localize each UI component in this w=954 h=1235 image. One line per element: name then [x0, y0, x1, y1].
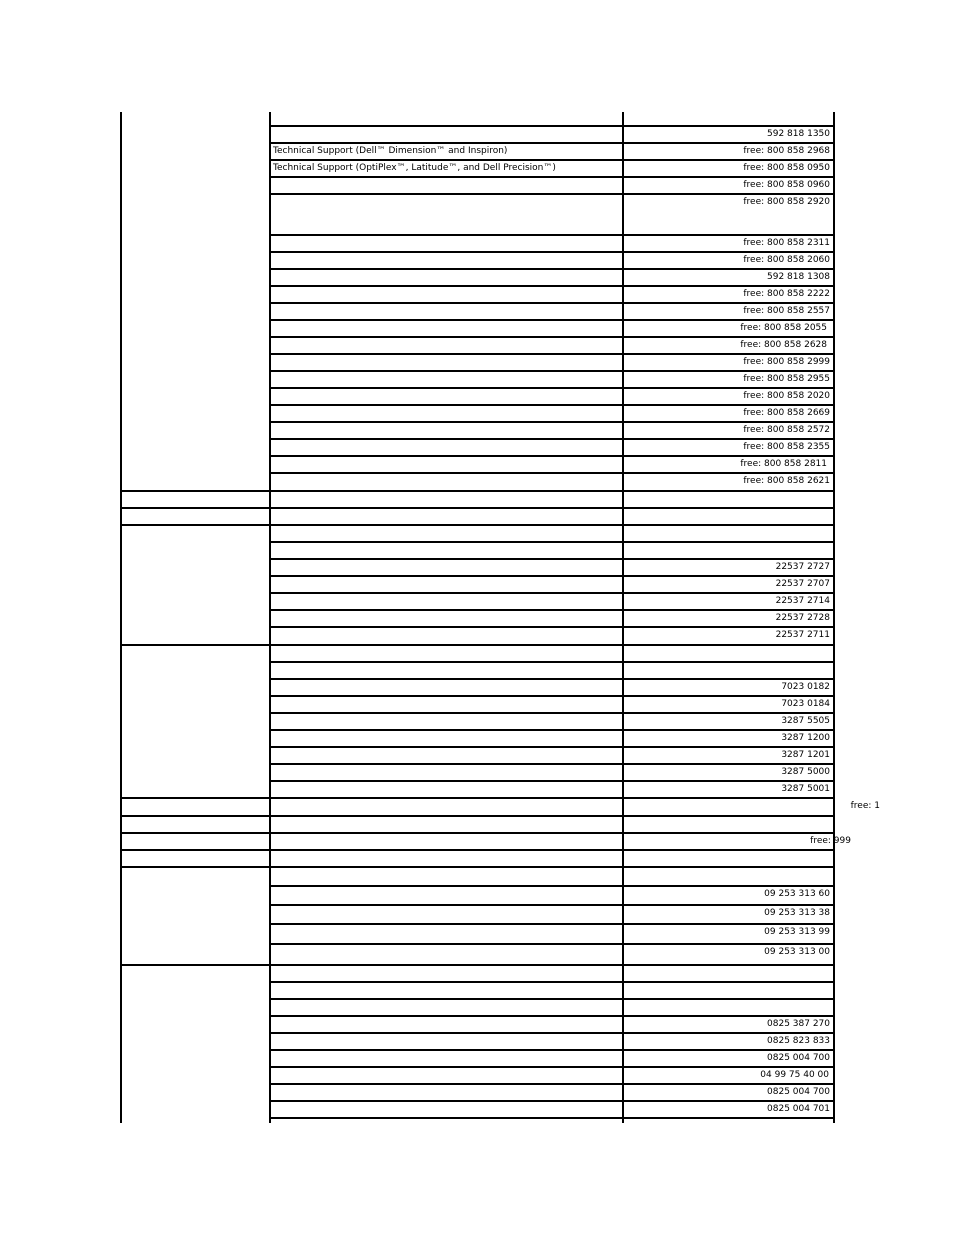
row-separator [269, 1066, 835, 1068]
row-separator [269, 438, 835, 440]
column-rule-service [269, 112, 271, 1123]
row-separator [269, 1117, 835, 1119]
row-separator [269, 904, 835, 906]
row-separator [269, 712, 835, 714]
phone-number-cell: free: 800 858 2311 [743, 238, 830, 248]
row-separator [269, 1083, 835, 1085]
phone-number-cell: free: 800 858 2222 [743, 289, 830, 299]
row-separator [269, 1032, 835, 1034]
group-separator [120, 832, 835, 834]
row-separator [269, 421, 835, 423]
phone-number-cell: 22537 2728 [775, 613, 830, 623]
group-separator [120, 849, 835, 851]
group-separator [120, 490, 835, 492]
row-separator [269, 387, 835, 389]
row-separator [269, 285, 835, 287]
phone-number-cell: 09 253 313 60 [764, 889, 830, 899]
row-separator [269, 268, 835, 270]
group-separator [120, 815, 835, 817]
phone-number-cell: free: 800 858 2355 [743, 442, 830, 452]
phone-number-cell: 22537 2711 [775, 630, 830, 640]
phone-number-cell: 0825 004 700 [767, 1053, 830, 1063]
phone-number-cell: free: 800 858 2060 [743, 255, 830, 265]
phone-number-cell: 22537 2727 [775, 562, 830, 572]
service-cell: Technical Support (Dell™ Dimension™ and Inspiron) [273, 146, 508, 156]
row-separator [269, 472, 835, 474]
row-separator [269, 780, 835, 782]
row-separator [269, 592, 835, 594]
phone-number-cell: 0825 387 270 [767, 1019, 830, 1029]
phone-number-cell: 0825 004 701 [767, 1104, 830, 1114]
row-separator [269, 729, 835, 731]
row-separator [269, 251, 835, 253]
row-separator [269, 1049, 835, 1051]
phone-number-cell: free: 800 858 2920 [743, 197, 830, 207]
row-separator [269, 575, 835, 577]
service-cell: Technical Support (OptiPlex™, Latitude™, and Dell Precision™) [273, 163, 556, 173]
row-separator [269, 943, 835, 945]
row-separator [269, 923, 835, 925]
column-rule-number [622, 112, 624, 1123]
row-separator [269, 455, 835, 457]
phone-number-cell: 0825 823 833 [767, 1036, 830, 1046]
row-separator [269, 336, 835, 338]
row-separator [269, 558, 835, 560]
row-separator [269, 193, 835, 195]
phone-number-cell: free: 800 858 2955 [743, 374, 830, 384]
row-separator [269, 609, 835, 611]
phone-number-cell: free: 800 858 2020 [743, 391, 830, 401]
column-rule-right [833, 112, 835, 1123]
group-separator [120, 644, 835, 646]
phone-number-cell: 09 253 313 99 [764, 927, 830, 937]
row-separator [269, 176, 835, 178]
row-separator [269, 763, 835, 765]
phone-number-cell: 3287 5000 [781, 767, 830, 777]
row-separator [269, 885, 835, 887]
phone-number-cell: free: 800 858 2628 [740, 340, 827, 350]
phone-number-cell: 592 818 1350 [767, 129, 830, 139]
row-separator [269, 1100, 835, 1102]
phone-number-cell: free: 800 858 2621 [743, 476, 830, 486]
phone-number-cell: free: 800 858 2055 [740, 323, 827, 333]
phone-number-cell: 7023 0184 [781, 699, 830, 709]
row-separator [269, 319, 835, 321]
phone-number-cell: free: 800 858 0950 [743, 163, 830, 173]
row-separator [269, 695, 835, 697]
phone-number-cell: 3287 5505 [781, 716, 830, 726]
row-separator [269, 626, 835, 628]
row-separator [269, 541, 835, 543]
phone-number-cell: 22537 2707 [775, 579, 830, 589]
row-separator [269, 1015, 835, 1017]
phone-number-cell: 3287 1201 [781, 750, 830, 760]
group-separator [120, 797, 835, 799]
group-separator [120, 964, 835, 966]
group-separator [120, 507, 835, 509]
row-separator [269, 998, 835, 1000]
phone-number-cell: 0825 004 700 [767, 1087, 830, 1097]
row-separator [269, 370, 835, 372]
row-separator [269, 404, 835, 406]
phone-number-cell: free: 1 [850, 801, 880, 811]
row-separator [269, 234, 835, 236]
row-separator [269, 125, 835, 127]
row-separator [269, 981, 835, 983]
phone-number-cell: 22537 2714 [775, 596, 830, 606]
phone-number-cell: 09 253 313 38 [764, 908, 830, 918]
column-rule-country [120, 112, 122, 1123]
row-separator [269, 302, 835, 304]
row-separator [269, 661, 835, 663]
phone-number-cell: free: 800 858 0960 [743, 180, 830, 190]
phone-number-cell: free: 800 858 2811 [740, 459, 827, 469]
phone-number-cell: free: 800 858 2968 [743, 146, 830, 156]
row-separator [269, 678, 835, 680]
phone-number-cell: free: 800 858 2572 [743, 425, 830, 435]
phone-number-cell: 3287 5001 [781, 784, 830, 794]
phone-number-cell: 04 99 75 40 00 [760, 1070, 829, 1080]
phone-number-cell: free: 999 [810, 836, 851, 846]
phone-number-cell: 592 818 1308 [767, 272, 830, 282]
phone-number-cell: free: 800 858 2999 [743, 357, 830, 367]
phone-number-cell: free: 800 858 2557 [743, 306, 830, 316]
row-separator [269, 353, 835, 355]
group-separator [120, 866, 835, 868]
phone-number-cell: 09 253 313 00 [764, 947, 830, 957]
group-separator [120, 524, 835, 526]
row-separator [269, 746, 835, 748]
phone-number-cell: 3287 1200 [781, 733, 830, 743]
phone-number-cell: 7023 0182 [781, 682, 830, 692]
row-separator [269, 142, 835, 144]
phone-number-cell: free: 800 858 2669 [743, 408, 830, 418]
row-separator [269, 159, 835, 161]
